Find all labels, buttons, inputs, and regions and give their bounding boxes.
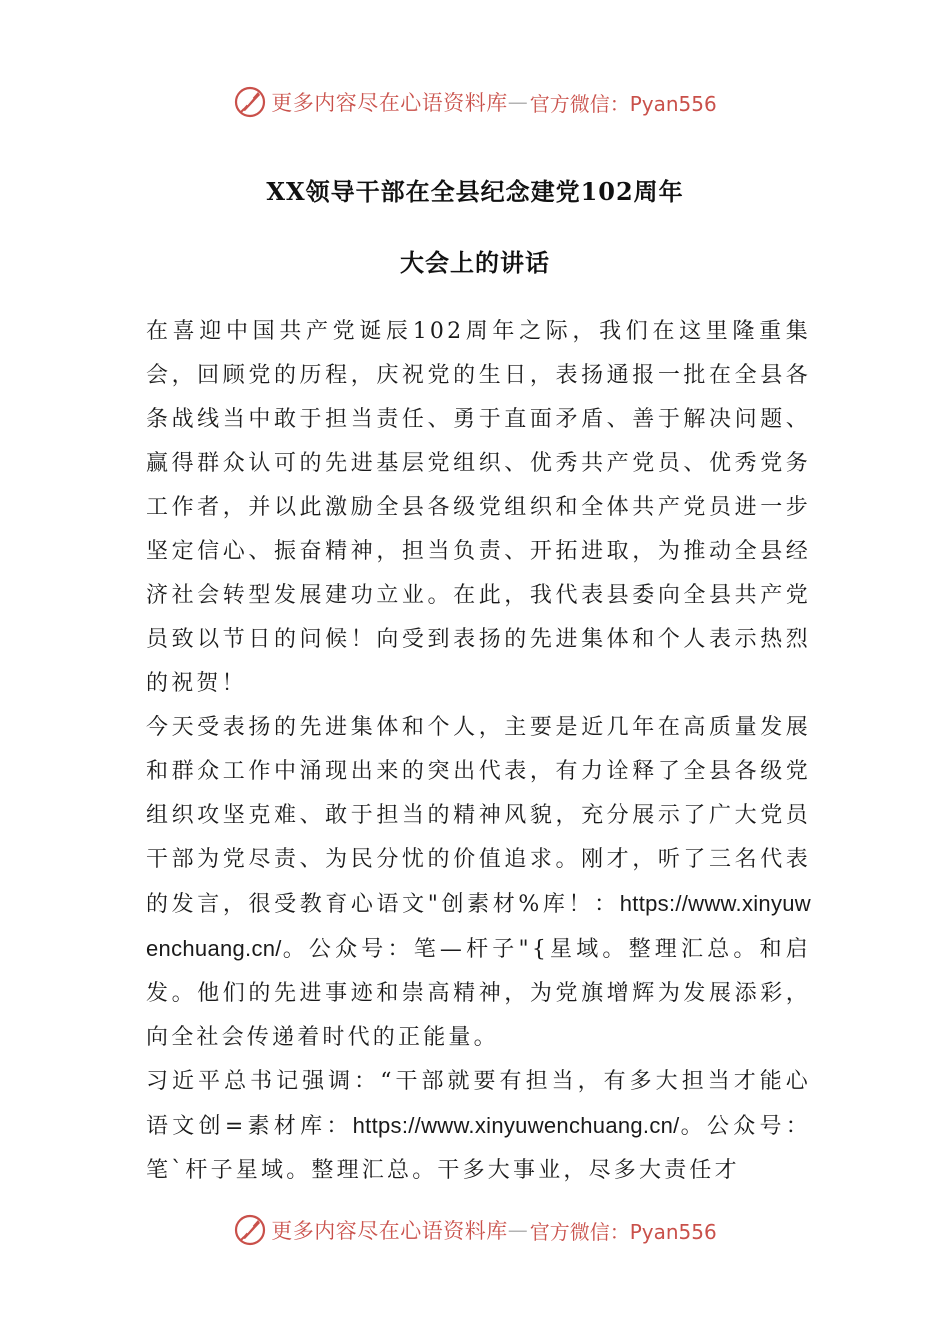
watermark-wechat: 官方微信：Pyan556 [529, 1219, 717, 1244]
paragraph-3-text-a: 习近平总书记强调：“干部就要有担当，有多大担当才能心语文创=素材库： [146, 1069, 811, 1139]
watermark-separator: — [507, 90, 528, 114]
watermark-text: 更多内容尽在心语资料库 [271, 1219, 508, 1243]
paragraph-1: 在喜迎中国共产党诞辰102周年之际，我们在这里隆重集会，回顾党的历程，庆祝党的生日，表扬通报一批在全县各条战线当中敢于担当责任、勇于直面矛盾、善于解决问题、赢得群众认可的先进基层党组织、优秀共产党员、优秀党务工作者，并以此激励全县各级党组织和全体共产党员进一步坚定信心、振奋精神，担当负责、开拓进取，为推动全县经济社会转型发展建功立业。在此，我代表县委向全县共产党员致以节日的问候！向受到表扬的先进集体和个人表示热烈的祝贺！ [146, 319, 811, 696]
document-title-line-1: XX领导干部在全县纪念建党102周年 [266, 177, 684, 206]
watermark-separator: — [507, 1218, 528, 1242]
paragraph-3 [146, 1060, 811, 1193]
watermark-text: 更多内容尽在心语资料库 [271, 91, 508, 115]
paragraph-2-text-a: 今天受表扬的先进集体和个人，主要是近几年在高质量发展和群众工作中涌现出来的突出代表，有力诠释了全县各级党组织攻坚克难、敢于担当的精神风貌，充分展示了广大党员干部为党尽责、为民分忧的价值追求。刚才，听了三名代表的发言，很受教育心语文"创素材%库！： [146, 715, 811, 917]
paragraph-3-url: https://www.xinyuwenchuang.cn/ [352, 1113, 680, 1138]
paragraph-2-text-b: 。公众号：笔—杆子"{星域。整理汇总。和启发。他们的先进事迹和崇高精神，为党旗增辉为发展添彩，向全社会传递着时代的正能量。 [146, 937, 811, 1050]
document-body [146, 310, 811, 1193]
header-watermark [0, 82, 950, 122]
quill-pen-logo-icon [233, 85, 267, 119]
quill-pen-logo-icon [233, 1213, 267, 1247]
paragraph-3-text-b: 。公众号：笔`杆子星域。整理汇总。干多大事业，尽多大责任才 [146, 1114, 811, 1183]
footer-watermark [0, 1210, 950, 1250]
watermark-wechat: 官方微信：Pyan556 [529, 91, 717, 116]
document-title-line-2: 大会上的讲话 [400, 248, 550, 277]
paragraph-2-url: https://www.xinyuwenchuang.cn/ [146, 891, 811, 961]
paragraph-2 [146, 706, 811, 1060]
